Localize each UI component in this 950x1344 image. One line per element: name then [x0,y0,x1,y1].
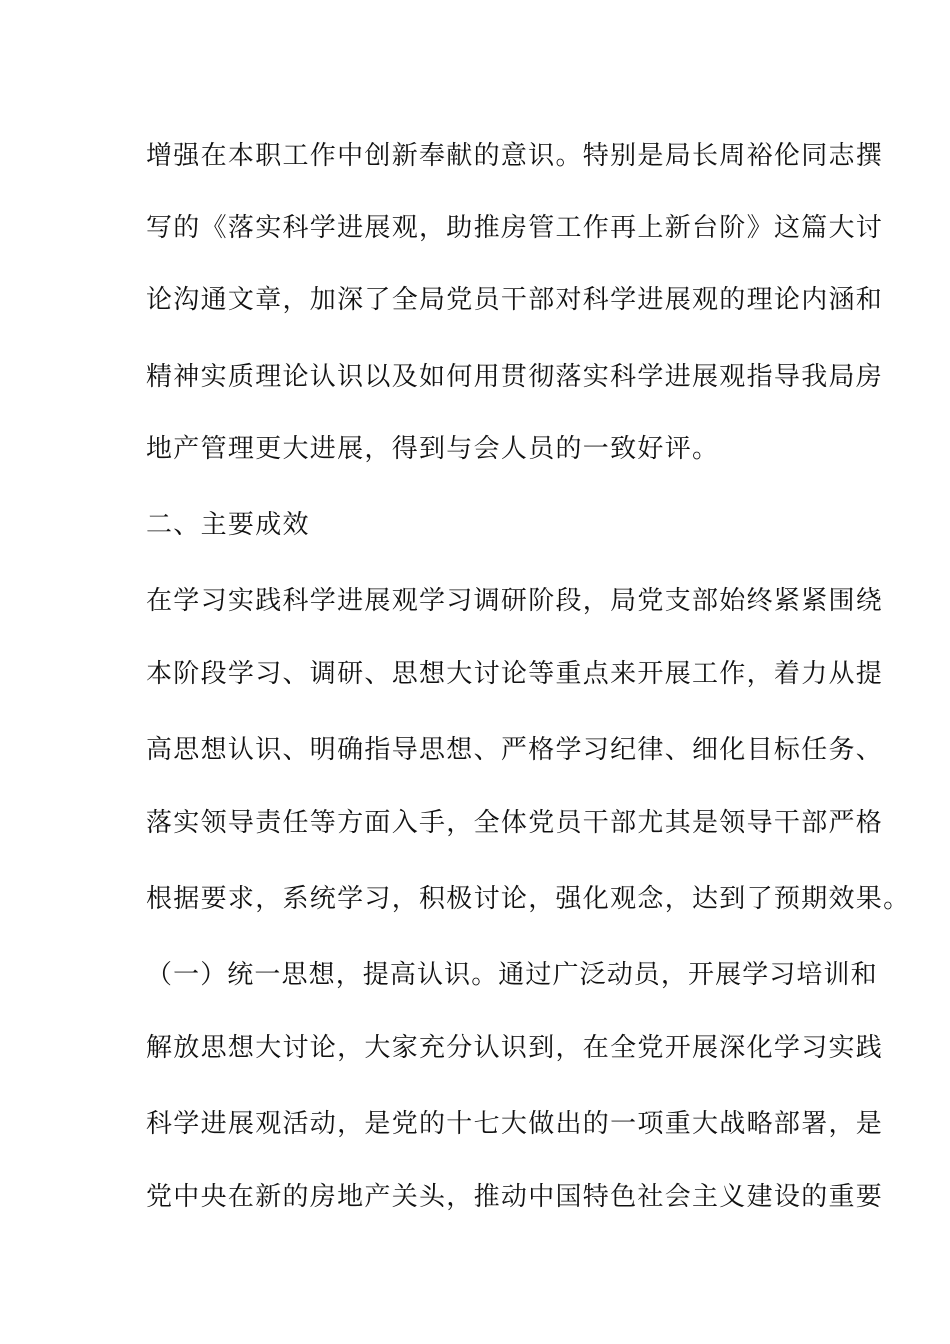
paragraph-line: 论沟通文章，加深了全局党员干部对科学进展观的理论内涵和 [146,285,884,315]
paragraph-line: 精神实质理论认识以及如何用贯彻落实科学进展观指导我局房 [146,362,884,392]
paragraph-line: 根据要求，系统学习，积极讨论，强化观念，达到了预期效果。 [146,884,911,914]
paragraph-line: 落实领导责任等方面入手，全体党员干部尤其是领导干部严格 [146,808,884,838]
paragraph-line: 增强在本职工作中创新奉献的意识。特别是局长周裕伦同志撰 [146,141,884,171]
paragraph-line: 科学进展观活动，是党的十七大做出的一项重大战略部署，是 [146,1109,884,1139]
paragraph-line: 党中央在新的房地产关头，推动中国特色社会主义建设的重要 [146,1182,884,1212]
paragraph-line: 写的《落实科学进展观，助推房管工作再上新台阶》这篇大讨 [146,213,884,243]
paragraph-line: 高思想认识、明确指导思想、严格学习纪律、细化目标任务、 [146,735,884,765]
paragraph-line: 本阶段学习、调研、思想大讨论等重点来开展工作，着力从提 [146,659,884,689]
paragraph-line: 在学习实践科学进展观学习调研阶段，局党支部始终紧紧围绕 [146,586,884,616]
paragraph-line: 解放思想大讨论，大家充分认识到，在全党开展深化学习实践 [146,1033,884,1063]
subsection-line: （一）统一思想，提高认识。通过广泛动员，开展学习培训和 [146,960,878,990]
paragraph-line: 地产管理更大进展，得到与会人员的一致好评。 [146,434,720,464]
section-heading: 二、主要成效 [146,510,310,540]
